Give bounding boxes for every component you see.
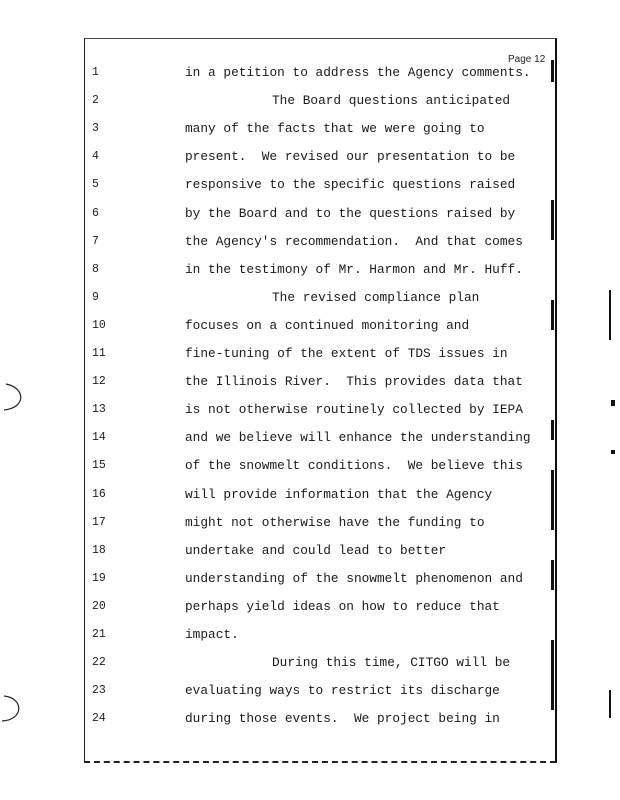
line-text: by the Board and to the questions raised by (185, 205, 516, 221)
scan-mark (551, 200, 554, 240)
scan-mark (609, 290, 611, 340)
line-number: 11 (92, 347, 106, 360)
hole-punch-mark (0, 382, 26, 412)
line-number: 15 (92, 459, 106, 473)
line-number: 18 (92, 543, 106, 557)
transcript-line (0, 513, 620, 533)
line-text: present. We revised our presentation to be (185, 149, 516, 165)
line-text: perhaps yield ideas on how to reduce that (185, 598, 500, 614)
line-number: 9 (92, 290, 99, 304)
line-text: The revised compliance plan (272, 289, 480, 305)
transcript-line (0, 91, 620, 111)
transcript-line (0, 147, 620, 167)
line-text: impact. (185, 627, 239, 642)
line-text: undertake and could lead to better (185, 542, 447, 558)
transcript-line (0, 681, 620, 701)
transcript-line (0, 344, 620, 364)
line-number: 4 (92, 150, 99, 164)
scan-mark (551, 640, 554, 710)
scan-mark (609, 690, 611, 718)
transcript-line (0, 653, 620, 673)
scan-mark (551, 420, 554, 440)
line-number: 10 (92, 318, 106, 332)
line-text: will provide information that the Agency (185, 486, 493, 502)
page-bottom-edge (84, 761, 556, 763)
line-number: 14 (92, 431, 106, 445)
transcript-line (0, 625, 620, 645)
transcript-line (0, 428, 620, 448)
hole-punch-mark (0, 694, 26, 724)
line-text: fine-tuning of the extent of TDS issues in (185, 346, 508, 361)
line-number: 16 (92, 487, 106, 501)
transcript-line (0, 372, 620, 392)
line-text: focuses on a continued monitoring and (185, 317, 470, 333)
transcript-line (0, 400, 620, 420)
transcript-line (0, 316, 620, 336)
line-number: 19 (92, 571, 106, 585)
line-text: in a petition to address the Agency comments. (185, 65, 531, 80)
line-text: in the testimony of Mr. Harmon and Mr. Huff. (185, 261, 523, 277)
line-text: during those events. We project being in (185, 711, 500, 727)
line-number: 5 (92, 178, 99, 192)
line-text: evaluating ways to restrict its discharge (185, 683, 500, 699)
line-text: During this time, CITGO will be (272, 655, 511, 671)
line-number: 23 (92, 684, 106, 698)
line-number: 22 (92, 656, 106, 670)
line-number: 24 (92, 712, 106, 726)
transcript-line (0, 288, 620, 308)
line-number: 17 (92, 515, 106, 529)
transcript-line (0, 63, 620, 83)
transcript-line (0, 204, 620, 224)
page-number: Page 12 (508, 54, 546, 65)
line-text: The Board questions anticipated (272, 93, 511, 109)
line-number: 7 (92, 234, 99, 248)
transcript-line (0, 119, 620, 139)
line-text: the Illinois River. This provides data that (185, 374, 523, 390)
line-number: 1 (92, 66, 99, 79)
line-number: 3 (92, 122, 99, 136)
line-number: 2 (92, 94, 99, 108)
line-text: of the snowmelt conditions. We believe this (185, 458, 523, 474)
line-text: might not otherwise have the funding to (185, 514, 485, 530)
scan-mark (611, 450, 615, 454)
transcript-line (0, 569, 620, 589)
transcript-line (0, 541, 620, 561)
transcript-line (0, 456, 620, 476)
line-number: 21 (92, 628, 106, 641)
scan-mark (611, 400, 615, 406)
line-text: is not otherwise routinely collected by IEPA (185, 402, 523, 418)
scan-mark (551, 470, 554, 530)
line-number: 13 (92, 403, 106, 417)
line-number: 12 (92, 375, 106, 389)
line-number: 6 (92, 206, 99, 220)
scan-mark (551, 560, 554, 590)
line-text: the Agency's recommendation. And that comes (185, 233, 523, 249)
line-text: responsive to the specific questions raised (185, 177, 516, 193)
transcript-line (0, 485, 620, 505)
line-number: 8 (92, 262, 99, 276)
line-text: many of the facts that we were going to (185, 121, 485, 137)
transcript-line (0, 260, 620, 280)
scan-mark (551, 300, 554, 330)
line-text: understanding of the snowmelt phenomenon and (185, 570, 523, 586)
scan-mark (551, 60, 554, 82)
transcript-line (0, 597, 620, 617)
line-text: and we believe will enhance the understanding (185, 430, 531, 446)
transcript-line (0, 175, 620, 195)
transcript-line (0, 709, 620, 729)
line-number: 20 (92, 599, 106, 613)
transcript-line (0, 232, 620, 252)
